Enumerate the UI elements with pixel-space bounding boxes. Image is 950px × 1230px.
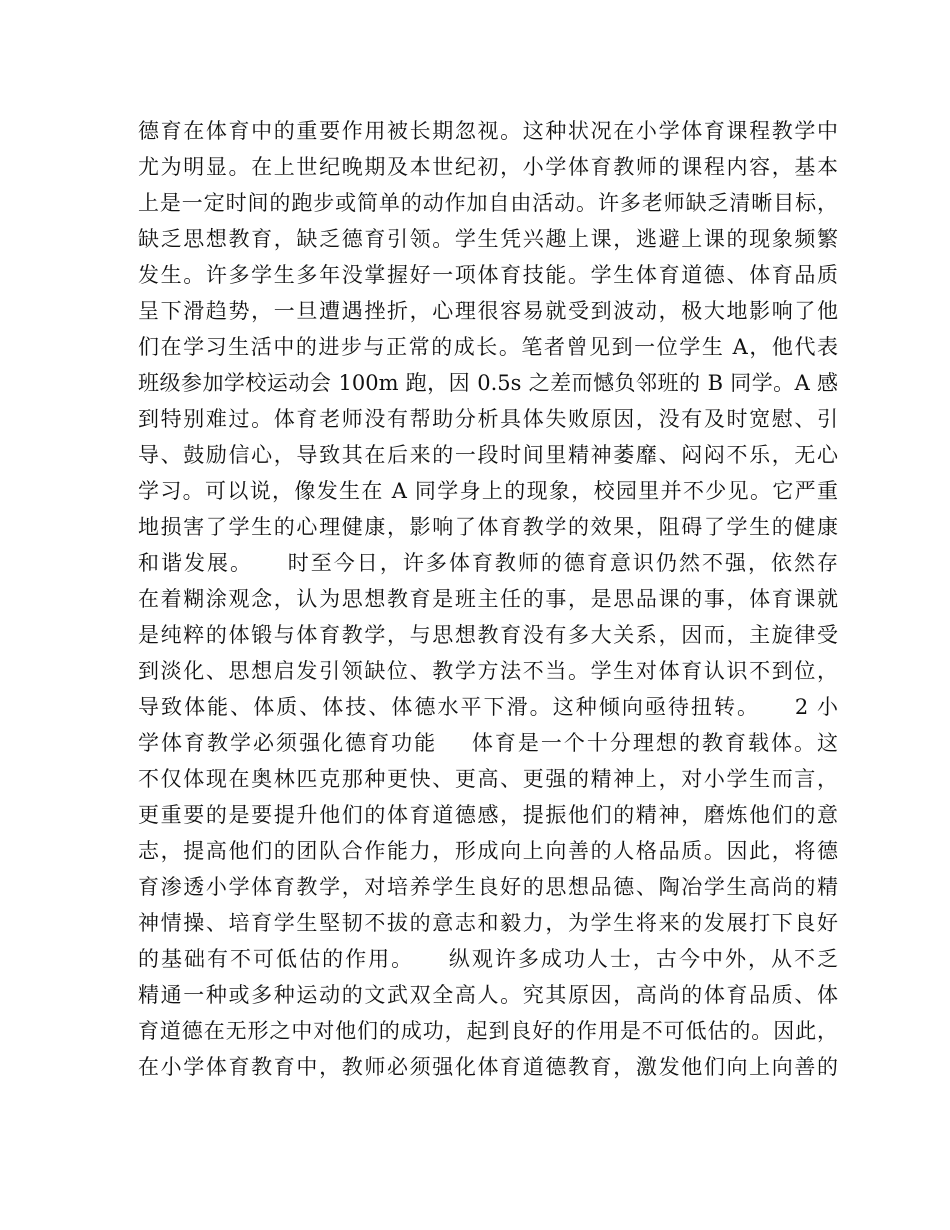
text-line: 在小学体育教育中，教师必须强化体育道德教育，激发他们向上向善的 (138, 1055, 838, 1079)
text-line: 发生。许多学生多年没掌握好一项体育技能。学生体育道德、体育品质 (138, 263, 838, 287)
text-line: 育道德在无形之中对他们的成功，起到良好的作用是不可低估的。因此， (138, 1019, 838, 1043)
text-line: 上是一定时间的跑步或简单的动作加自由活动。许多老师缺乏清晰目标， (138, 191, 838, 215)
text-line: 是纯粹的体锻与体育教学，与思想教育没有多大关系，因而，主旋律受 (138, 623, 838, 647)
text-line: 到特别难过。体育老师没有帮助分析具体失败原因，没有及时宽慰、引 (138, 407, 838, 431)
text-line: 们在学习生活中的进步与正常的成长。笔者曾见到一位学生 A，他代表 (138, 335, 838, 359)
text-line: 在着糊涂观念，认为思想教育是班主任的事，是思品课的事，体育课就 (138, 587, 838, 611)
text-line: 精通一种或多种运动的文武双全高人。究其原因，高尚的体育品质、体 (138, 983, 838, 1007)
text-line: 不仅体现在奥林匹克那种更快、更高、更强的精神上，对小学生而言， (138, 767, 838, 791)
text-line: 育渗透小学体育教学，对培养学生良好的思想品德、陶冶学生高尚的精 (138, 875, 838, 899)
text-line: 地损害了学生的心理健康，影响了体育教学的效果，阻碍了学生的健康 (138, 515, 838, 539)
text-line: 学习。可以说，像发生在 A 同学身上的现象，校园里并不少见。它严重 (138, 479, 838, 503)
text-line: 的基础有不可低估的作用。 纵观许多成功人士，古今中外，从不乏 (138, 947, 838, 971)
text-line: 神情操、培育学生堅韧不拔的意志和毅力，为学生将来的发展打下良好 (138, 911, 838, 935)
text-line: 学体育教学必须强化德育功能 体育是一个十分理想的教育载体。这 (138, 731, 838, 755)
text-line: 导致体能、体质、体技、体德水平下滑。这种倾向亟待扭转。 2 小 (138, 695, 838, 719)
text-line: 导、鼓励信心，导致其在后来的一段时间里精神萎靡、闷闷不乐，无心 (138, 443, 838, 467)
text-line: 更重要的是要提升他们的体育道德感，提振他们的精神，磨炼他们的意 (138, 803, 838, 827)
text-line: 缺乏思想教育，缺乏德育引领。学生凭兴趣上课，逃避上课的现象频繁 (138, 227, 838, 251)
text-line: 呈下滑趋势，一旦遭遇挫折，心理很容易就受到波动，极大地影响了他 (138, 299, 838, 323)
text-line: 到淡化、思想启发引领缺位、教学方法不当。学生对体育认识不到位， (138, 659, 838, 683)
body-text (138, 113, 838, 1085)
text-line: 班级参加学校运动会 100m 跑，因 0.5s 之差而憾负邻班的 B 同学。A 感 (138, 371, 838, 395)
text-line: 尤为明显。在上世纪晚期及本世纪初，小学体育教师的课程内容，基本 (138, 155, 838, 179)
text-line: 德育在体育中的重要作用被长期忽视。这种状况在小学体育课程教学中 (138, 119, 838, 143)
text-line: 志，提高他们的团队合作能力，形成向上向善的人格品质。因此，将德 (138, 839, 838, 863)
text-line: 和谐发展。 时至今日，许多体育教师的德育意识仍然不强，依然存 (138, 551, 838, 575)
